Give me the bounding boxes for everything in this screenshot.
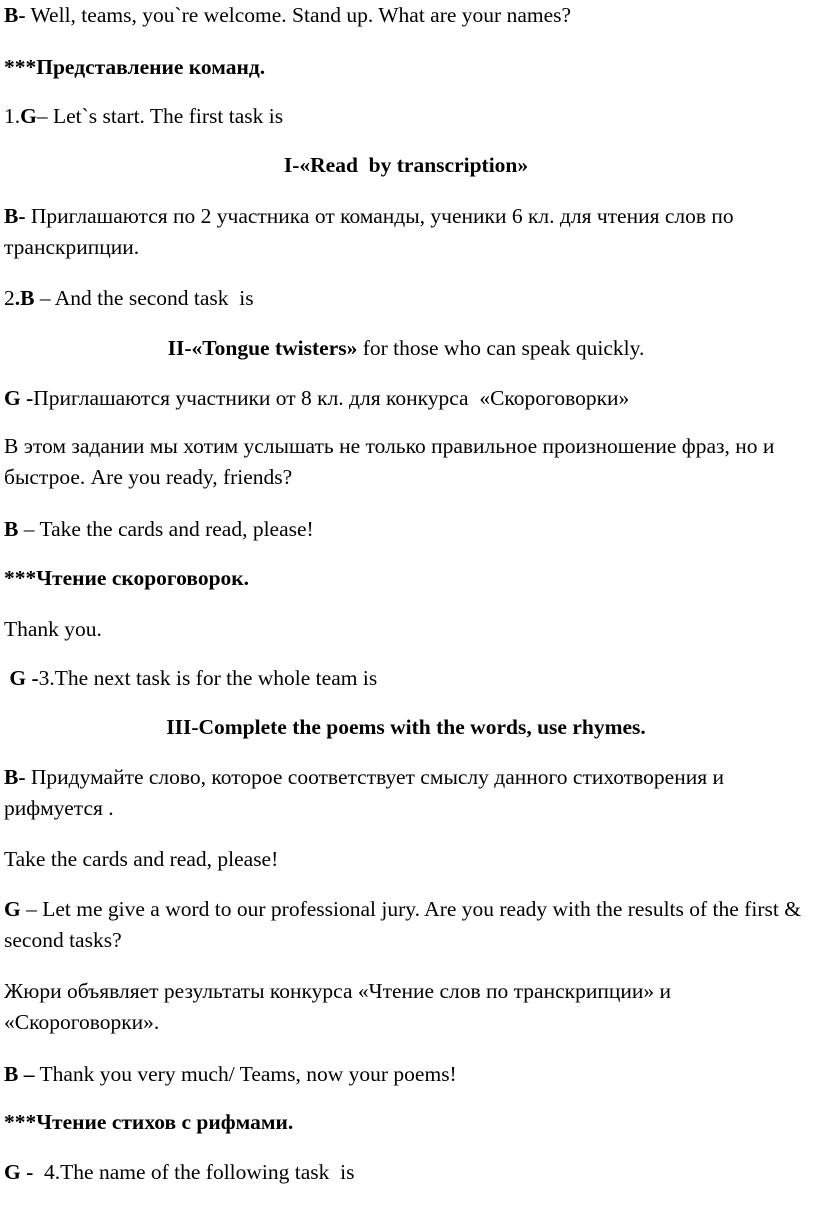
paragraph-p14 bbox=[0, 712, 816, 743]
text-run: Приглашаются по 2 участника от команды, ученики 6 кл. для чтения слов по транскрипции. bbox=[4, 204, 740, 259]
paragraph-p20 bbox=[0, 1107, 816, 1138]
paragraph-p6 bbox=[0, 283, 816, 314]
text-run: .B bbox=[14, 286, 35, 310]
text-run: B- bbox=[4, 765, 26, 789]
text-run: G bbox=[20, 104, 37, 128]
text-run: B- bbox=[4, 3, 26, 27]
paragraph-p3 bbox=[0, 101, 816, 132]
text-run: for those who can speak quickly. bbox=[357, 336, 645, 360]
text-run: ***Представление команд. bbox=[4, 55, 266, 79]
paragraph-p8 bbox=[0, 383, 816, 414]
paragraph-p16 bbox=[0, 844, 816, 875]
paragraph-p17 bbox=[0, 894, 816, 956]
text-run: B- bbox=[4, 204, 26, 228]
paragraph-p4 bbox=[0, 150, 816, 181]
paragraph-p11 bbox=[0, 563, 816, 594]
text-run: 3.The next task is for the whole team is bbox=[38, 666, 378, 690]
paragraph-p5 bbox=[0, 201, 816, 263]
text-run: Thank you. bbox=[4, 617, 102, 641]
text-run: ***Чтение стихов с рифмами. bbox=[4, 1110, 294, 1134]
text-run: – Take the cards and read, please! bbox=[18, 517, 314, 541]
text-run: I-«Read by transcription» bbox=[283, 153, 529, 177]
paragraph-p2 bbox=[0, 52, 816, 83]
paragraph-p9 bbox=[0, 431, 816, 493]
text-run: Придумайте слово, которое соответствует смыслу данного стихотворения и рифмуется . bbox=[4, 765, 730, 820]
paragraph-p15 bbox=[0, 762, 816, 824]
paragraph-p19 bbox=[0, 1059, 816, 1090]
paragraph-p12 bbox=[0, 614, 816, 645]
text-run: II-«Tongue twisters» bbox=[167, 336, 358, 360]
paragraph-p10 bbox=[0, 514, 816, 545]
text-run: В этом задании мы хотим услышать не только правильное произношение фраз, но и быстрое. Are you ready, friends? bbox=[4, 434, 780, 489]
text-run: B bbox=[4, 517, 19, 541]
paragraph-p7 bbox=[0, 333, 816, 364]
text-run: G - bbox=[4, 666, 39, 690]
text-run: Thank you very much/ Teams, now your poems! bbox=[34, 1062, 457, 1086]
paragraph-p13 bbox=[0, 663, 816, 694]
text-run: 2 bbox=[4, 286, 15, 310]
text-run: 1. bbox=[4, 104, 21, 128]
paragraph-p18 bbox=[0, 976, 816, 1038]
text-run: – And the second task is bbox=[34, 286, 254, 310]
text-run: Take the cards and read, please! bbox=[4, 847, 279, 871]
text-run: G - bbox=[4, 1160, 34, 1184]
text-run: – Let`s start. The first task is bbox=[36, 104, 284, 128]
paragraph-p1 bbox=[0, 0, 816, 31]
text-run: – Let me give a word to our professional jury. Are you ready with the results of the first & second tasks? bbox=[4, 897, 807, 952]
text-run: G bbox=[4, 897, 21, 921]
paragraph-p21 bbox=[0, 1157, 816, 1188]
text-run: Приглашаются участники от 8 кл. для конкурса «Скороговорки» bbox=[33, 386, 630, 410]
text-run: 4.The name of the following task is bbox=[33, 1160, 355, 1184]
text-run: G - bbox=[4, 386, 34, 410]
text-run: ***Чтение скороговорок. bbox=[4, 566, 250, 590]
text-run: B – bbox=[4, 1062, 35, 1086]
text-run: Жюри объявляет результаты конкурса «Чтение слов по транскрипции» и «Скороговорки». bbox=[4, 979, 677, 1034]
text-run: Well, teams, you`re welcome. Stand up. What are your names? bbox=[25, 3, 572, 27]
text-run: III-Complete the poems with the words, use rhymes. bbox=[166, 715, 646, 739]
